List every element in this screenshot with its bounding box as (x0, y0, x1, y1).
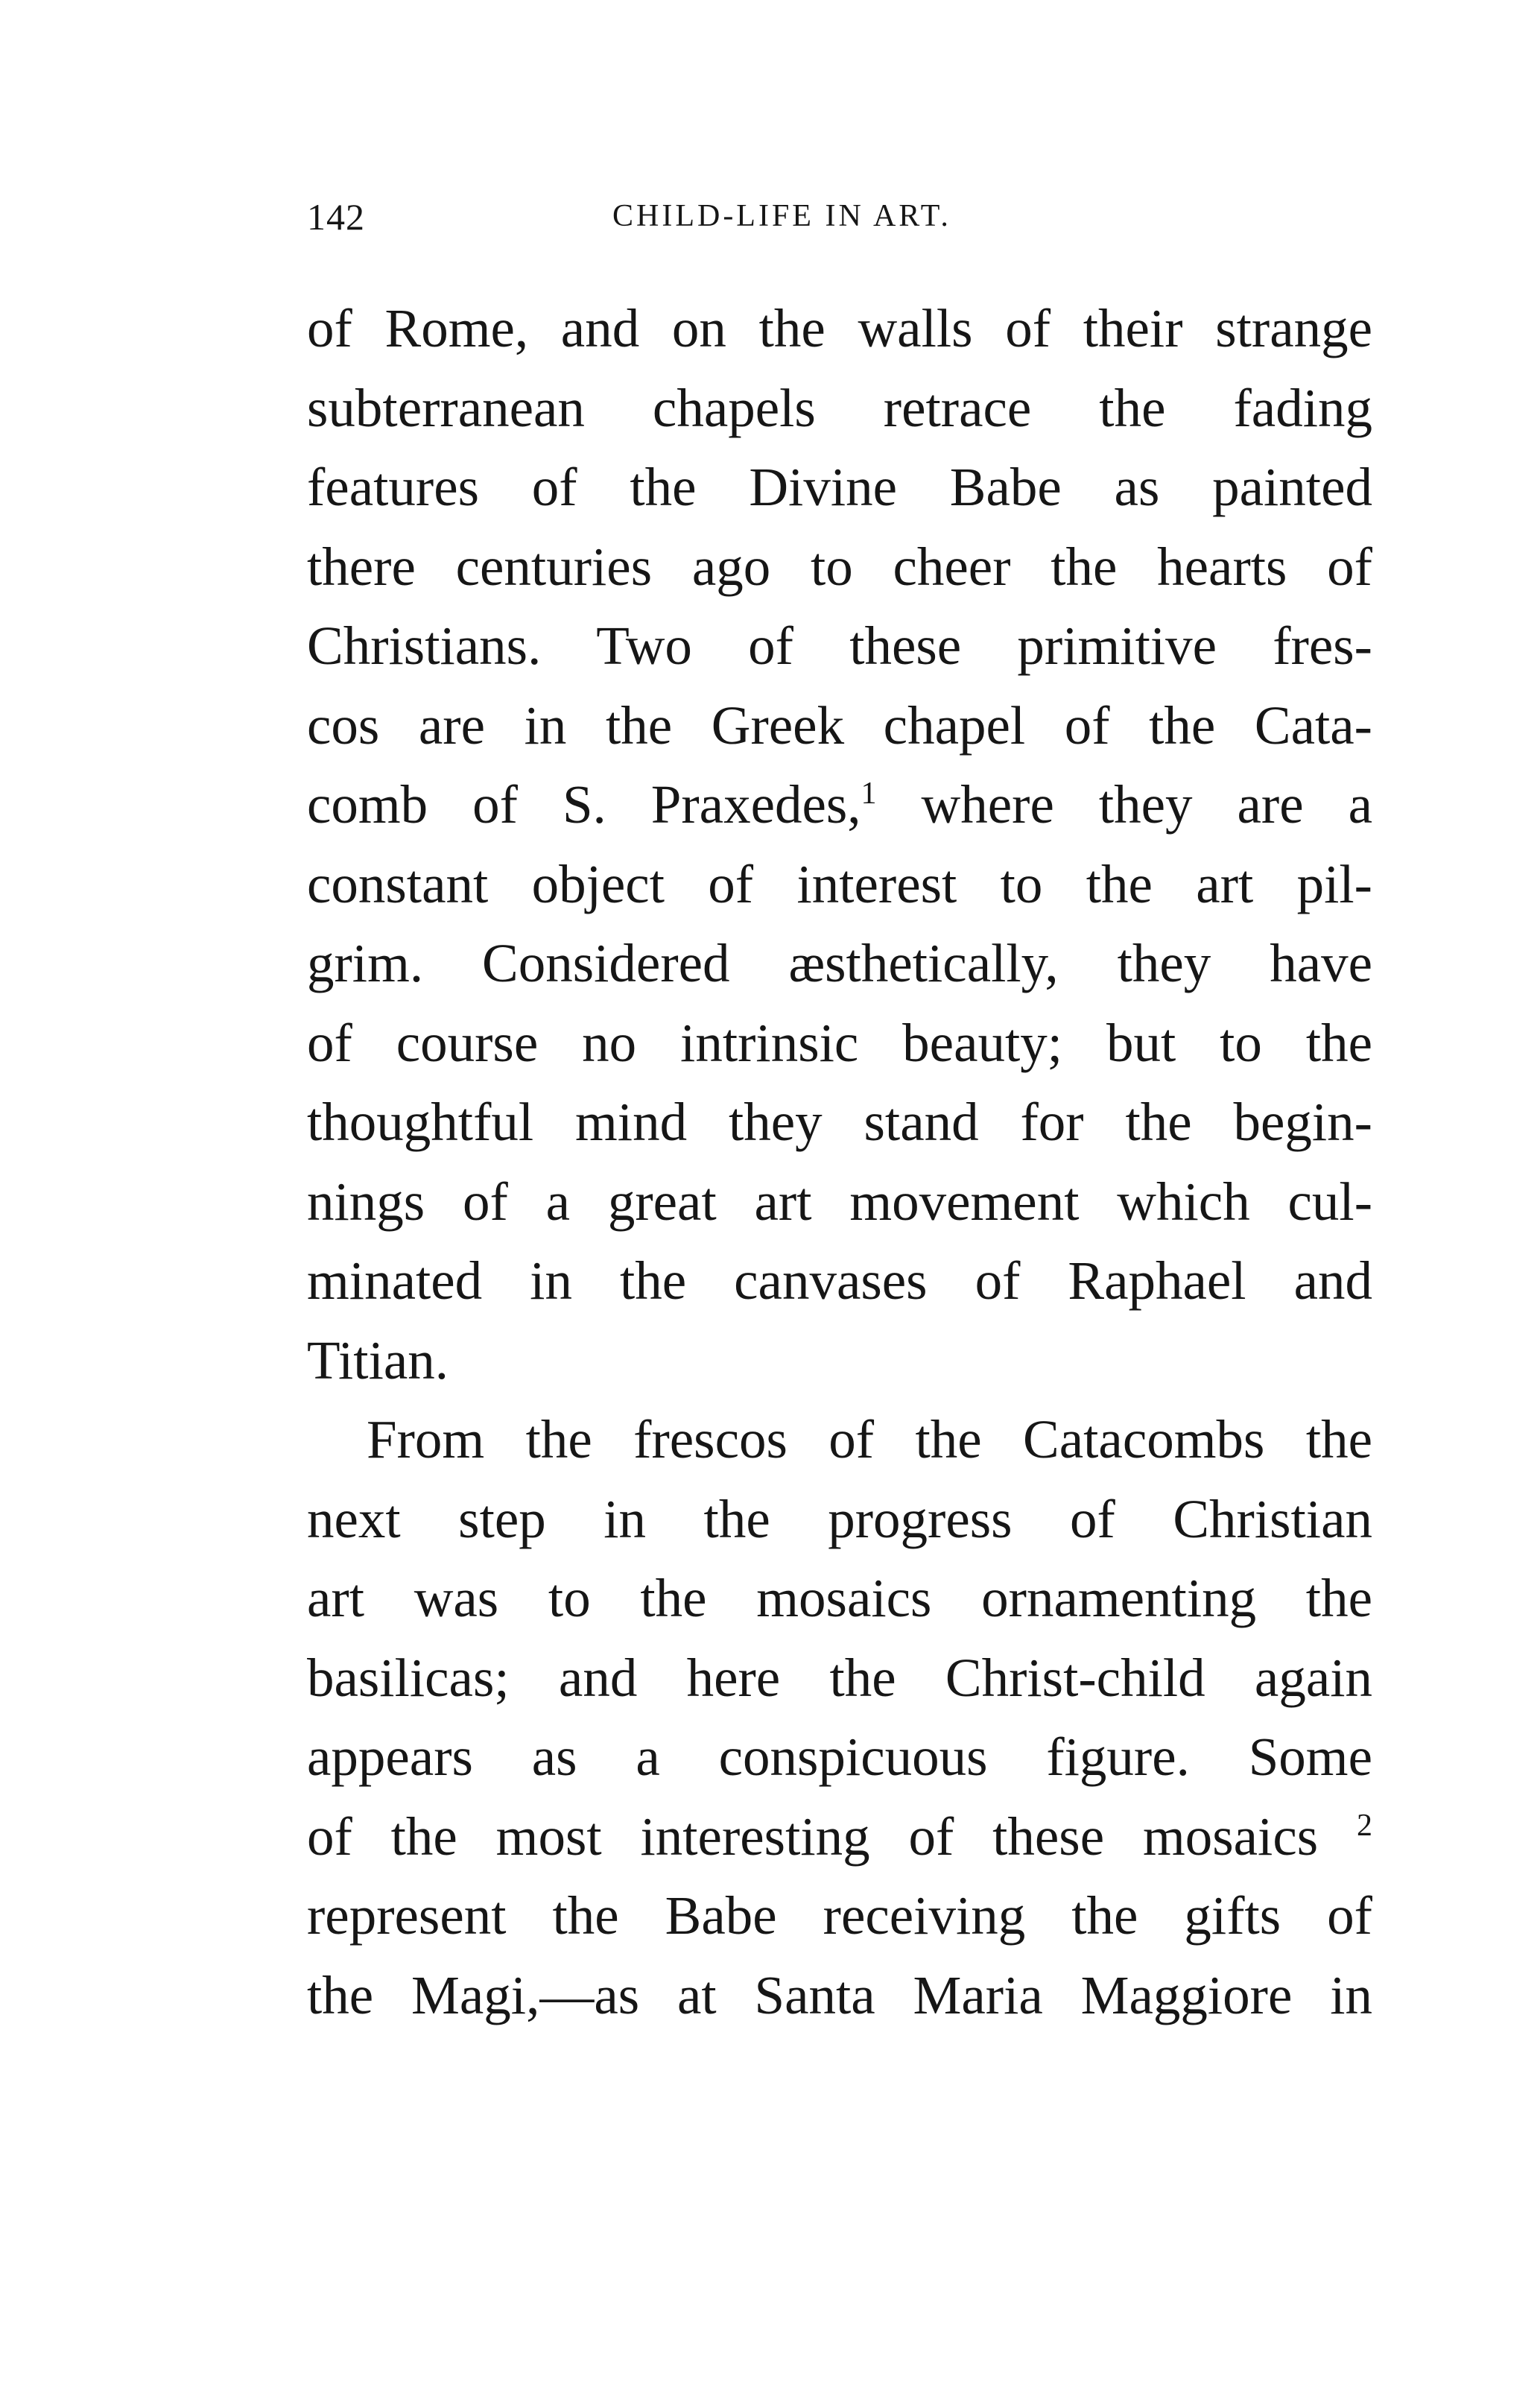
text-line: thoughtful mind they stand for the begin- (307, 1092, 1372, 1152)
text-line: there centuries ago to cheer the hearts of (307, 536, 1372, 597)
footnote-ref-2: 2 (1357, 1808, 1372, 1843)
text-line: From the frescos of the Catacombs the (367, 1409, 1372, 1469)
text-line: appears as a conspicuous figure. Some (307, 1727, 1372, 1787)
page-header (307, 195, 1372, 255)
text-line: of Rome, and on the walls of their strange (307, 298, 1372, 358)
body-text (307, 289, 1372, 2035)
paragraph-1 (307, 289, 1372, 1400)
page-number: 142 (307, 196, 365, 238)
text-line (307, 1797, 1372, 1877)
footnote-ref-1: 1 (861, 776, 877, 811)
text-segment: of the most interesting of these mosaics (307, 1806, 1319, 1867)
text-line: next step in the progress of Christian (307, 1488, 1372, 1549)
text-line: cos are in the Greek chapel of the Cata- (307, 695, 1372, 756)
text-line: nings of a great art movement which cul- (307, 1171, 1372, 1232)
paragraph-2 (307, 1400, 1372, 2035)
text-segment: where they are a (876, 774, 1372, 835)
text-line: Titian. (307, 1329, 449, 1391)
text-line: constant object of interest to the art pil- (307, 853, 1372, 914)
text-line: basilicas; and here the Christ-child again (307, 1647, 1372, 1708)
text-line (307, 765, 1372, 845)
text-line: features of the Divine Babe as painted (307, 457, 1372, 517)
text-line: minated in the canvases of Raphael and (307, 1250, 1372, 1311)
text-line: represent the Babe receiving the gifts of (307, 1885, 1372, 1946)
text-line: the Magi,—as at Santa Maria Maggiore in (307, 1964, 1372, 2025)
text-line: grim. Considered æsthetically, they have (307, 933, 1372, 993)
running-head: CHILD-LIFE IN ART. (612, 199, 951, 233)
text-line: art was to the mosaics ornamenting the (307, 1568, 1372, 1628)
text-line: Christians. Two of these primitive fres- (307, 616, 1372, 676)
text-segment: comb of S. Praxedes, (307, 774, 861, 835)
text-line: of course no intrinsic beauty; but to the (307, 1012, 1372, 1073)
text-line: subterranean chapels retrace the fading (307, 377, 1372, 438)
